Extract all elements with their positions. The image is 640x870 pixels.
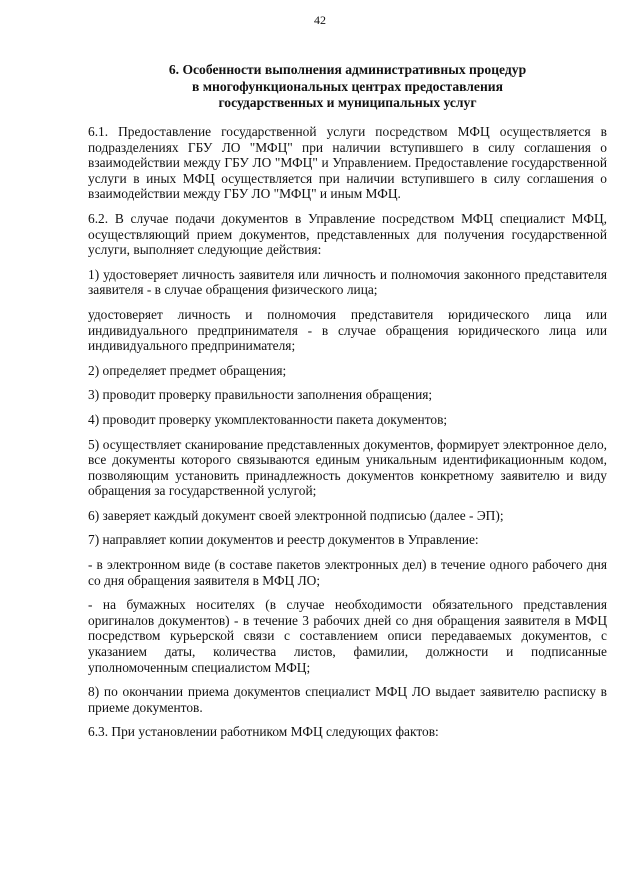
paragraph-6-3: 6.3. При установлении работником МФЦ следующих фактов: (88, 724, 439, 740)
list-item-2: 2) определяет предмет обращения; (88, 362, 287, 378)
page-number: 42 (314, 13, 326, 27)
heading-line-1: 6. Особенности выполнения административных процедур (168, 62, 527, 77)
list-item-1: 1) удостоверяет личность заявителя или личность и полномочия законного представителя заявителя - в случае обращения физического лица; (88, 266, 607, 298)
list-item-5: 5) осуществляет сканирование представленных документов, формирует электронное дело, все документы которого связываются единым уникальным идентификационным кодом, позволяющим установить принадлежность документов конкретному заявителю и виду обращения за государственной услугой; (88, 436, 607, 499)
paragraph-6-2: 6.2. В случае подачи документов в Управление посредством МФЦ специалист МФЦ, осуществляющий прием документов, представленных для получения государственной услуги, выполняет следующие действия: (88, 210, 607, 258)
list-item-8: 8) по окончании приема документов специалист МФЦ ЛО выдает заявителю расписку в приеме документов. (88, 684, 607, 715)
heading-line-2: в многофункциональных центрах предоставления (192, 78, 503, 94)
list-item-7-electronic: - в электронном виде (в составе пакетов электронных дел) в течение одного рабочего дня со дня обращения заявителя в МФЦ ЛО; (88, 557, 607, 588)
list-item-6: 6) заверяет каждый документ своей электронной подписью (далее - ЭП); (88, 507, 504, 523)
list-item-7-paper: - на бумажных носителях (в случае необходимости обязательного представления оригиналов документов) - в течение 3 рабочих дней со дня обращения заявителя в МФЦ посредством курьерской связи с составлением описи передаваемых документов, с указанием даты, количества листов, фамилии, должности и подписанные уполномоченным специалистом МФЦ; (88, 597, 607, 675)
document-body (88, 124, 607, 749)
list-item-4: 4) проводит проверку укомплектованности пакета документов; (88, 411, 448, 427)
heading-line-3: государственных и муниципальных услуг (218, 95, 477, 110)
list-item-3: 3) проводит проверку правильности заполнения обращения; (88, 387, 433, 403)
list-item-1-continued: удостоверяет личность и полномочия представителя юридического лица или индивидуального предпринимателя - в случае обращения юридического лица или индивидуального предпринимателя; (88, 306, 607, 354)
list-item-7: 7) направляет копии документов и реестр документов в Управление: (88, 532, 479, 548)
section-heading (88, 62, 607, 112)
paragraph-6-1: 6.1. Предоставление государственной услуги посредством МФЦ осуществляется в подразделениях ГБУ ЛО "МФЦ" при наличии вступившего в силу соглашения о взаимодействии между ГБУ ЛО "МФЦ" и Управлением. Предоставление государственной услуги в иных МФЦ осуществляется при наличии вступившего в силу соглашения о взаимодействии между ГБУ ЛО "МФЦ" и иным МФЦ. (88, 124, 607, 202)
